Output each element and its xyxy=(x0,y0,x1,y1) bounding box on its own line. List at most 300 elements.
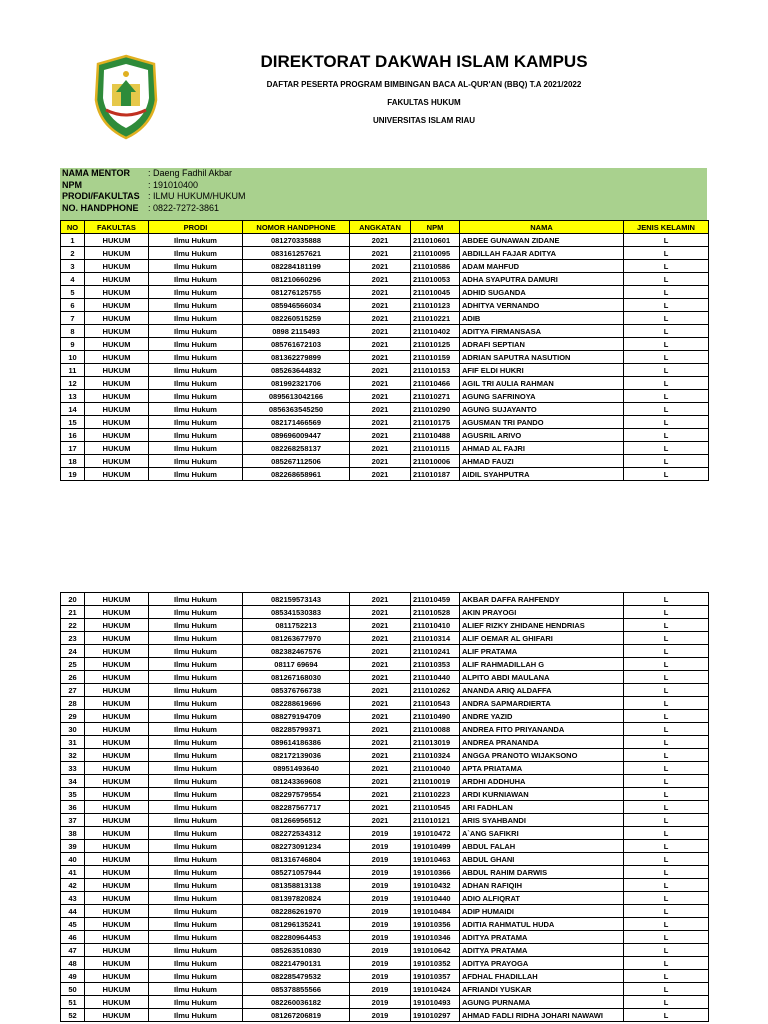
table-row xyxy=(61,736,709,749)
table-cell: 39 xyxy=(61,840,85,853)
table-cell: 211010223 xyxy=(411,788,460,801)
table-cell: L xyxy=(624,892,709,905)
table-cell: HUKUM xyxy=(85,853,149,866)
table-cell: 088279194709 xyxy=(243,710,350,723)
table-cell: Ilmu Hukum xyxy=(149,671,243,684)
table-cell: HUKUM xyxy=(85,468,149,481)
participant-table-part-2 xyxy=(60,592,709,1022)
table-cell: ARI FADHLAN xyxy=(460,801,624,814)
table-cell: Ilmu Hukum xyxy=(149,762,243,775)
table-cell: 082285799371 xyxy=(243,723,350,736)
table-cell: 08117 69694 xyxy=(243,658,350,671)
table-cell: Ilmu Hukum xyxy=(149,468,243,481)
table-cell: 50 xyxy=(61,983,85,996)
table-cell: 2019 xyxy=(350,918,411,931)
table-cell: 19 xyxy=(61,468,85,481)
table-cell: 26 xyxy=(61,671,85,684)
table-cell: L xyxy=(624,970,709,983)
table-cell: 29 xyxy=(61,710,85,723)
table-row xyxy=(61,970,709,983)
table-cell: Ilmu Hukum xyxy=(149,879,243,892)
column-header: NAMA xyxy=(460,221,624,234)
table-cell: 2021 xyxy=(350,658,411,671)
table-row xyxy=(61,299,709,312)
table-cell: 2019 xyxy=(350,853,411,866)
table-cell: 0811752213 xyxy=(243,619,350,632)
table-cell: L xyxy=(624,697,709,710)
table-cell: HUKUM xyxy=(85,645,149,658)
table-cell: 191010472 xyxy=(411,827,460,840)
table-cell: 085271057944 xyxy=(243,866,350,879)
table-cell: 211010466 xyxy=(411,377,460,390)
table-cell: L xyxy=(624,788,709,801)
table-cell: 2021 xyxy=(350,403,411,416)
table-cell: ARIS SYAHBANDI xyxy=(460,814,624,827)
table-row xyxy=(61,723,709,736)
table-cell: 082280964453 xyxy=(243,931,350,944)
table-cell: 2019 xyxy=(350,996,411,1009)
table-cell: Ilmu Hukum xyxy=(149,299,243,312)
table-cell: 2021 xyxy=(350,645,411,658)
table-cell: AGUNG PURNAMA xyxy=(460,996,624,1009)
table-cell: Ilmu Hukum xyxy=(149,403,243,416)
table-cell: ANDRE YAZID xyxy=(460,710,624,723)
table-cell: 211010153 xyxy=(411,364,460,377)
table-cell: 211010053 xyxy=(411,273,460,286)
table-cell: 2021 xyxy=(350,429,411,442)
table-cell: 38 xyxy=(61,827,85,840)
table-cell: 2021 xyxy=(350,260,411,273)
table-cell: 30 xyxy=(61,723,85,736)
university-label: UNIVERSITAS ISLAM RIAU xyxy=(372,116,476,125)
table-cell: L xyxy=(624,468,709,481)
table-cell: ABDILLAH FAJAR ADITYA xyxy=(460,247,624,260)
table-cell: 28 xyxy=(61,697,85,710)
table-cell: Ilmu Hukum xyxy=(149,749,243,762)
table-cell: 40 xyxy=(61,853,85,866)
table-row xyxy=(61,286,709,299)
table-cell: L xyxy=(624,944,709,957)
table-cell: 25 xyxy=(61,658,85,671)
table-cell: 191010463 xyxy=(411,853,460,866)
table-cell: 2021 xyxy=(350,390,411,403)
table-cell: L xyxy=(624,866,709,879)
table-cell: HUKUM xyxy=(85,788,149,801)
column-header: PRODI xyxy=(149,221,243,234)
table-cell: HUKUM xyxy=(85,273,149,286)
table-cell: L xyxy=(624,338,709,351)
table-cell: ADAM MAHFUD xyxy=(460,260,624,273)
table-cell: HUKUM xyxy=(85,697,149,710)
table-cell: ADHID SUGANDA xyxy=(460,286,624,299)
table-cell: HUKUM xyxy=(85,442,149,455)
table-cell: 2021 xyxy=(350,749,411,762)
table-row xyxy=(61,416,709,429)
table-cell: Ilmu Hukum xyxy=(149,827,243,840)
table-row xyxy=(61,931,709,944)
table-cell: 211010410 xyxy=(411,619,460,632)
table-cell: 211010545 xyxy=(411,801,460,814)
table-cell: L xyxy=(624,442,709,455)
table-cell: 2021 xyxy=(350,312,411,325)
table-row xyxy=(61,468,709,481)
table-cell: HUKUM xyxy=(85,593,149,606)
info-value: : 191010400 xyxy=(148,179,199,190)
table-cell: 082382467576 xyxy=(243,645,350,658)
table-cell: HUKUM xyxy=(85,325,149,338)
table-cell: ANANDA ARIQ ALDAFFA xyxy=(460,684,624,697)
table-cell: L xyxy=(624,736,709,749)
table-cell: Ilmu Hukum xyxy=(149,416,243,429)
table-cell: 17 xyxy=(61,442,85,455)
table-cell: 082288619696 xyxy=(243,697,350,710)
table-cell: 6 xyxy=(61,299,85,312)
table-cell: L xyxy=(624,299,709,312)
table-cell: 42 xyxy=(61,879,85,892)
table-cell: 082214790131 xyxy=(243,957,350,970)
table-cell: HUKUM xyxy=(85,684,149,697)
table-cell: Ilmu Hukum xyxy=(149,260,243,273)
table-cell: HUKUM xyxy=(85,736,149,749)
table-cell: 081397820824 xyxy=(243,892,350,905)
table-cell: ABDUL GHANI xyxy=(460,853,624,866)
table-cell: 46 xyxy=(61,931,85,944)
table-cell: 211010528 xyxy=(411,606,460,619)
table-row xyxy=(61,944,709,957)
table-cell: HUKUM xyxy=(85,996,149,1009)
table-cell: 082171466569 xyxy=(243,416,350,429)
table-cell: HUKUM xyxy=(85,632,149,645)
table-cell: L xyxy=(624,403,709,416)
table-cell: 2019 xyxy=(350,866,411,879)
table-row xyxy=(61,775,709,788)
table-cell: Ilmu Hukum xyxy=(149,234,243,247)
table-cell: 2021 xyxy=(350,234,411,247)
table-cell: AIDIL SYAHPUTRA xyxy=(460,468,624,481)
table-cell: L xyxy=(624,684,709,697)
table-cell: 2021 xyxy=(350,416,411,429)
table-cell: 211010241 xyxy=(411,645,460,658)
info-key: NO. HANDPHONE xyxy=(62,202,139,213)
table-cell: 2021 xyxy=(350,632,411,645)
table-cell: Ilmu Hukum xyxy=(149,312,243,325)
table-row xyxy=(61,801,709,814)
table-cell: 211010262 xyxy=(411,684,460,697)
table-cell: 085263644832 xyxy=(243,364,350,377)
table-cell: L xyxy=(624,247,709,260)
table-row xyxy=(61,827,709,840)
table-cell: Ilmu Hukum xyxy=(149,814,243,827)
table-cell: 2021 xyxy=(350,684,411,697)
table-cell: HUKUM xyxy=(85,918,149,931)
table-row xyxy=(61,234,709,247)
table-cell: 083161257621 xyxy=(243,247,350,260)
table-cell: 10 xyxy=(61,351,85,364)
table-cell: 191010484 xyxy=(411,905,460,918)
table-cell: ABDUL RAHIM DARWIS xyxy=(460,866,624,879)
table-cell: HUKUM xyxy=(85,390,149,403)
table-cell: 082297579554 xyxy=(243,788,350,801)
info-row-npm xyxy=(60,180,707,192)
table-cell: 14 xyxy=(61,403,85,416)
table-row xyxy=(61,684,709,697)
table-cell: Ilmu Hukum xyxy=(149,364,243,377)
table-cell: Ilmu Hukum xyxy=(149,338,243,351)
table-cell: 211013019 xyxy=(411,736,460,749)
table-cell: HUKUM xyxy=(85,260,149,273)
column-header: FAKULTAS xyxy=(85,221,149,234)
table-cell: HUKUM xyxy=(85,1009,149,1022)
table-cell: HUKUM xyxy=(85,364,149,377)
table-cell: Ilmu Hukum xyxy=(149,325,243,338)
table-header-row xyxy=(61,221,709,234)
info-value: : ILMU HUKUM/HUKUM xyxy=(148,191,246,201)
table-cell: Ilmu Hukum xyxy=(149,736,243,749)
table-cell: L xyxy=(624,234,709,247)
table-cell: L xyxy=(624,351,709,364)
table-cell: L xyxy=(624,658,709,671)
table-cell: Ilmu Hukum xyxy=(149,377,243,390)
table-cell: 21 xyxy=(61,606,85,619)
table-cell: 081358813138 xyxy=(243,879,350,892)
table-cell: 085376766738 xyxy=(243,684,350,697)
table-cell: L xyxy=(624,455,709,468)
table-cell: 0898 2115493 xyxy=(243,325,350,338)
table-cell: 2021 xyxy=(350,710,411,723)
table-cell: Ilmu Hukum xyxy=(149,983,243,996)
table-cell: 49 xyxy=(61,970,85,983)
table-row xyxy=(61,918,709,931)
table-row xyxy=(61,442,709,455)
table-cell: 211010490 xyxy=(411,710,460,723)
table-cell: 211010125 xyxy=(411,338,460,351)
table-cell: 082272534312 xyxy=(243,827,350,840)
table-cell: 4 xyxy=(61,273,85,286)
table-cell: ALIF OEMAR AL GHIFARI xyxy=(460,632,624,645)
table-row xyxy=(61,338,709,351)
table-cell: 081992321706 xyxy=(243,377,350,390)
table-cell: L xyxy=(624,364,709,377)
table-cell: 13 xyxy=(61,390,85,403)
table-cell: HUKUM xyxy=(85,455,149,468)
table-cell: A`ANG SAFIKRI xyxy=(460,827,624,840)
table-cell: 211010601 xyxy=(411,234,460,247)
table-cell: 2021 xyxy=(350,442,411,455)
table-cell: 2 xyxy=(61,247,85,260)
table-row xyxy=(61,697,709,710)
table-cell: 211010402 xyxy=(411,325,460,338)
table-row xyxy=(61,853,709,866)
table-cell: 211010271 xyxy=(411,390,460,403)
table-cell: 9 xyxy=(61,338,85,351)
table-cell: 082285479532 xyxy=(243,970,350,983)
table-cell: 082260515259 xyxy=(243,312,350,325)
table-cell: HUKUM xyxy=(85,286,149,299)
table-cell: HUKUM xyxy=(85,905,149,918)
table-cell: Ilmu Hukum xyxy=(149,593,243,606)
table-cell: 2021 xyxy=(350,286,411,299)
table-cell: HUKUM xyxy=(85,944,149,957)
table-cell: 191010432 xyxy=(411,879,460,892)
table-cell: L xyxy=(624,273,709,286)
table-cell: L xyxy=(624,840,709,853)
table-cell: ADHAN RAFIQIH xyxy=(460,879,624,892)
table-cell: 33 xyxy=(61,762,85,775)
table-cell: L xyxy=(624,775,709,788)
table-cell: HUKUM xyxy=(85,970,149,983)
column-header: NPM xyxy=(411,221,460,234)
table-cell: Ilmu Hukum xyxy=(149,801,243,814)
table-cell: L xyxy=(624,801,709,814)
table-cell: L xyxy=(624,416,709,429)
table-cell: HUKUM xyxy=(85,312,149,325)
table-cell: 2021 xyxy=(350,801,411,814)
table-cell: Ilmu Hukum xyxy=(149,619,243,632)
table-cell: 211010488 xyxy=(411,429,460,442)
table-cell: 082159573143 xyxy=(243,593,350,606)
table-cell: 211010440 xyxy=(411,671,460,684)
table-cell: 20 xyxy=(61,593,85,606)
table-cell: L xyxy=(624,957,709,970)
info-row-prodi xyxy=(60,191,707,203)
table-cell: Ilmu Hukum xyxy=(149,918,243,931)
table-cell: 2021 xyxy=(350,468,411,481)
table-row xyxy=(61,788,709,801)
table-cell: HUKUM xyxy=(85,957,149,970)
info-key: NAMA MENTOR xyxy=(62,168,130,178)
table-cell: Ilmu Hukum xyxy=(149,697,243,710)
table-cell: 082268658961 xyxy=(243,468,350,481)
table-row xyxy=(61,957,709,970)
table-cell: 191010356 xyxy=(411,918,460,931)
table-cell: HUKUM xyxy=(85,416,149,429)
table-cell: Ilmu Hukum xyxy=(149,775,243,788)
table-cell: 34 xyxy=(61,775,85,788)
table-cell: 2021 xyxy=(350,455,411,468)
table-cell: AHMAD AL FAJRI xyxy=(460,442,624,455)
table-cell: APTA PRIATAMA xyxy=(460,762,624,775)
table-cell: Ilmu Hukum xyxy=(149,632,243,645)
table-cell: Ilmu Hukum xyxy=(149,710,243,723)
table-cell: 0895613042166 xyxy=(243,390,350,403)
table-cell: 0856363545250 xyxy=(243,403,350,416)
table-cell: ALIEF RIZKY ZHIDANE HENDRIAS xyxy=(460,619,624,632)
table-cell: 2021 xyxy=(350,723,411,736)
table-cell: 08951493640 xyxy=(243,762,350,775)
table-cell: 085263510830 xyxy=(243,944,350,957)
table-cell: 211010221 xyxy=(411,312,460,325)
table-cell: 15 xyxy=(61,416,85,429)
page-subtitle: DAFTAR PESERTA PROGRAM BIMBINGAN BACA AL-QUR'AN (BBQ) T.A 2021/2022 xyxy=(266,80,582,89)
table-row xyxy=(61,762,709,775)
table-cell: L xyxy=(624,390,709,403)
table-cell: 081296135241 xyxy=(243,918,350,931)
table-cell: 211010459 xyxy=(411,593,460,606)
table-cell: HUKUM xyxy=(85,671,149,684)
table-cell: Ilmu Hukum xyxy=(149,658,243,671)
table-cell: 082286261970 xyxy=(243,905,350,918)
table-cell: Ilmu Hukum xyxy=(149,931,243,944)
table-cell: ALPITO ABDI MAULANA xyxy=(460,671,624,684)
table-cell: HUKUM xyxy=(85,866,149,879)
table-cell: ALIF RAHMADILLAH G xyxy=(460,658,624,671)
table-cell: 35 xyxy=(61,788,85,801)
table-cell: 089614186386 xyxy=(243,736,350,749)
table-row xyxy=(61,260,709,273)
table-cell: 081362279899 xyxy=(243,351,350,364)
table-cell: ABDEE GUNAWAN ZIDANE xyxy=(460,234,624,247)
table-cell: AFDHAL FHADILLAH xyxy=(460,970,624,983)
table-cell: 191010424 xyxy=(411,983,460,996)
table-cell: 082273091234 xyxy=(243,840,350,853)
table-cell: 2019 xyxy=(350,1009,411,1022)
table-cell: L xyxy=(624,710,709,723)
table-cell: 082268258137 xyxy=(243,442,350,455)
table-cell: 3 xyxy=(61,260,85,273)
table-cell: AGUSMAN TRI PANDO xyxy=(460,416,624,429)
table-cell: L xyxy=(624,749,709,762)
table-cell: 12 xyxy=(61,377,85,390)
table-cell: L xyxy=(624,312,709,325)
table-cell: 2021 xyxy=(350,593,411,606)
table-cell: ANGGA PRANOTO WIJAKSONO xyxy=(460,749,624,762)
table-cell: 191010357 xyxy=(411,970,460,983)
table-cell: 7 xyxy=(61,312,85,325)
table-row xyxy=(61,377,709,390)
table-cell: L xyxy=(624,983,709,996)
table-cell: 081243369608 xyxy=(243,775,350,788)
table-cell: 2019 xyxy=(350,970,411,983)
table-cell: 18 xyxy=(61,455,85,468)
table-cell: Ilmu Hukum xyxy=(149,944,243,957)
info-key: PRODI/FAKULTAS xyxy=(62,191,140,201)
table-cell: ADIO ALFIQRAT xyxy=(460,892,624,905)
table-cell: AHMAD FADLI RIDHA JOHARI NAWAWI xyxy=(460,1009,624,1022)
table-cell: HUKUM xyxy=(85,351,149,364)
table-cell: HUKUM xyxy=(85,619,149,632)
table-cell: ADITYA FIRMANSASA xyxy=(460,325,624,338)
info-row-mentor-name xyxy=(60,168,707,180)
table-cell: Ilmu Hukum xyxy=(149,429,243,442)
table-row xyxy=(61,364,709,377)
table-cell: Ilmu Hukum xyxy=(149,905,243,918)
table-cell: 211010159 xyxy=(411,351,460,364)
participant-table-part-1 xyxy=(60,220,709,481)
table-cell: 2021 xyxy=(350,364,411,377)
table-cell: L xyxy=(624,996,709,1009)
info-key: NPM xyxy=(62,179,82,190)
table-cell: Ilmu Hukum xyxy=(149,996,243,1009)
table-cell: Ilmu Hukum xyxy=(149,455,243,468)
table-cell: 2021 xyxy=(350,606,411,619)
table-cell: L xyxy=(624,606,709,619)
table-cell: ADHITYA VERNANDO xyxy=(460,299,624,312)
table-cell: 082172139036 xyxy=(243,749,350,762)
table-cell: 24 xyxy=(61,645,85,658)
table-cell: 2021 xyxy=(350,351,411,364)
table-cell: L xyxy=(624,377,709,390)
table-cell: 2019 xyxy=(350,892,411,905)
table-cell: 1 xyxy=(61,234,85,247)
table-cell: L xyxy=(624,325,709,338)
table-cell: L xyxy=(624,814,709,827)
table-cell: L xyxy=(624,762,709,775)
table-cell: 2021 xyxy=(350,325,411,338)
table-cell: 27 xyxy=(61,684,85,697)
table-row xyxy=(61,455,709,468)
table-cell: L xyxy=(624,931,709,944)
table-row xyxy=(61,866,709,879)
